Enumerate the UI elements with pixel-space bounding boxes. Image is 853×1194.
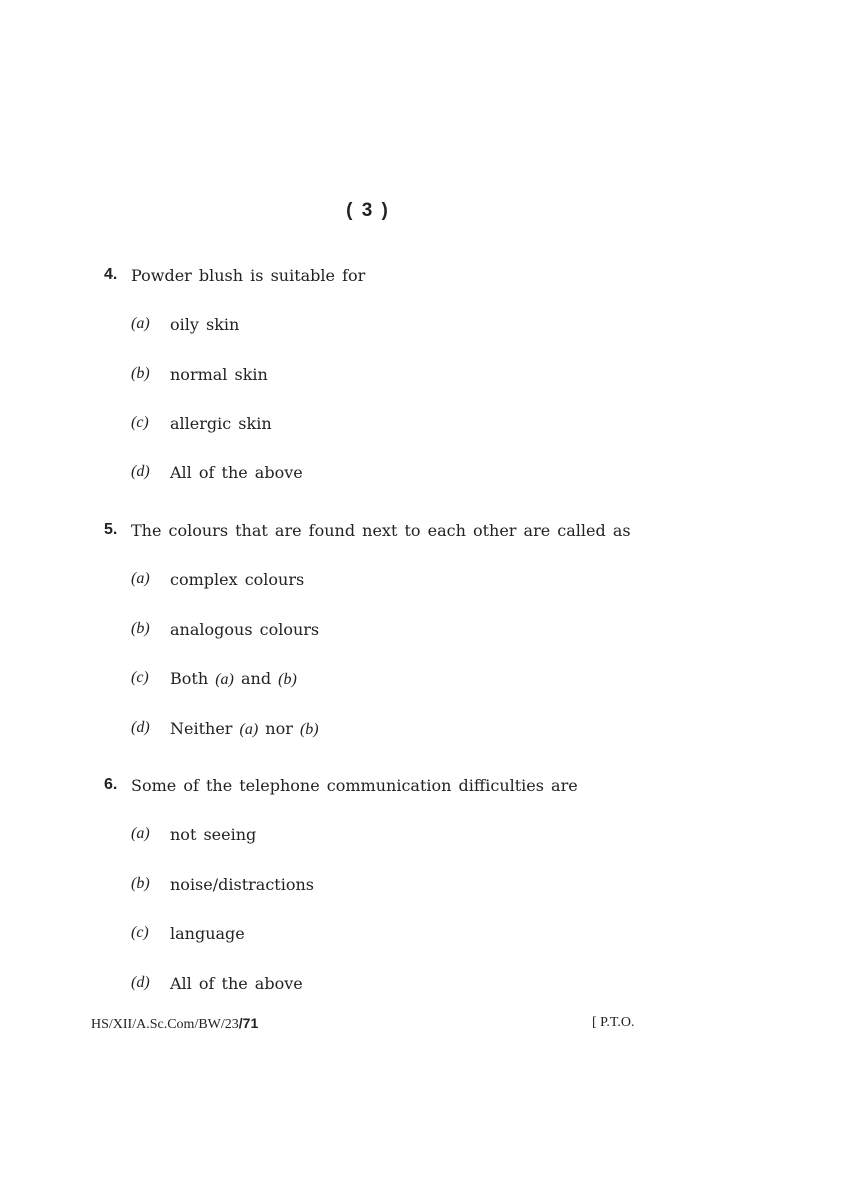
option-text: analogous colours xyxy=(170,620,320,639)
paper-code-prefix: HS/XII/A.Sc.Com/BW/23 xyxy=(91,1017,239,1032)
option-text: normal skin xyxy=(170,365,268,384)
option-text xyxy=(170,669,297,689)
option-ref: (a) xyxy=(215,671,234,688)
option-text: language xyxy=(170,924,245,943)
option-letter: (a) xyxy=(131,570,150,587)
option-text: allergic skin xyxy=(170,414,272,433)
option-text: complex colours xyxy=(170,570,305,589)
option-text: noise/distractions xyxy=(170,875,314,894)
paper-code-suffix: /71 xyxy=(238,1015,259,1031)
paper-code xyxy=(91,1015,258,1033)
option-text: not seeing xyxy=(170,825,257,844)
option-ref: (b) xyxy=(299,721,319,738)
option-word: nor xyxy=(265,719,293,738)
option-letter: (c) xyxy=(131,414,149,431)
question-number: 4. xyxy=(104,266,118,283)
question-number: 6. xyxy=(104,776,118,793)
option-letter: (b) xyxy=(131,875,150,892)
option-letter: (a) xyxy=(131,825,150,842)
option-letter: (c) xyxy=(131,669,149,686)
page-number: ( 3 ) xyxy=(346,200,390,221)
option-letter: (d) xyxy=(131,719,150,736)
question-text: The colours that are found next to each other are called as xyxy=(131,521,631,540)
option-letter: (d) xyxy=(131,463,150,480)
option-letter: (a) xyxy=(131,315,150,332)
option-letter: (b) xyxy=(131,365,150,382)
option-ref: (a) xyxy=(239,721,259,738)
question-number: 5. xyxy=(104,521,118,538)
pto-label: [ P.T.O. xyxy=(592,1015,635,1030)
option-text: All of the above xyxy=(170,463,303,482)
option-letter: (b) xyxy=(131,620,150,637)
option-text: oily skin xyxy=(170,315,240,334)
option-letter: (c) xyxy=(131,924,149,941)
option-word: and xyxy=(240,669,272,688)
question-text: Powder blush is suitable for xyxy=(131,266,366,285)
option-ref: (b) xyxy=(278,671,297,688)
option-word: Neither xyxy=(170,719,233,738)
option-word: Both xyxy=(170,669,209,688)
option-text: All of the above xyxy=(170,974,303,993)
option-text xyxy=(170,719,319,739)
question-text: Some of the telephone communication difficulties are xyxy=(131,776,578,795)
option-letter: (d) xyxy=(131,974,150,991)
